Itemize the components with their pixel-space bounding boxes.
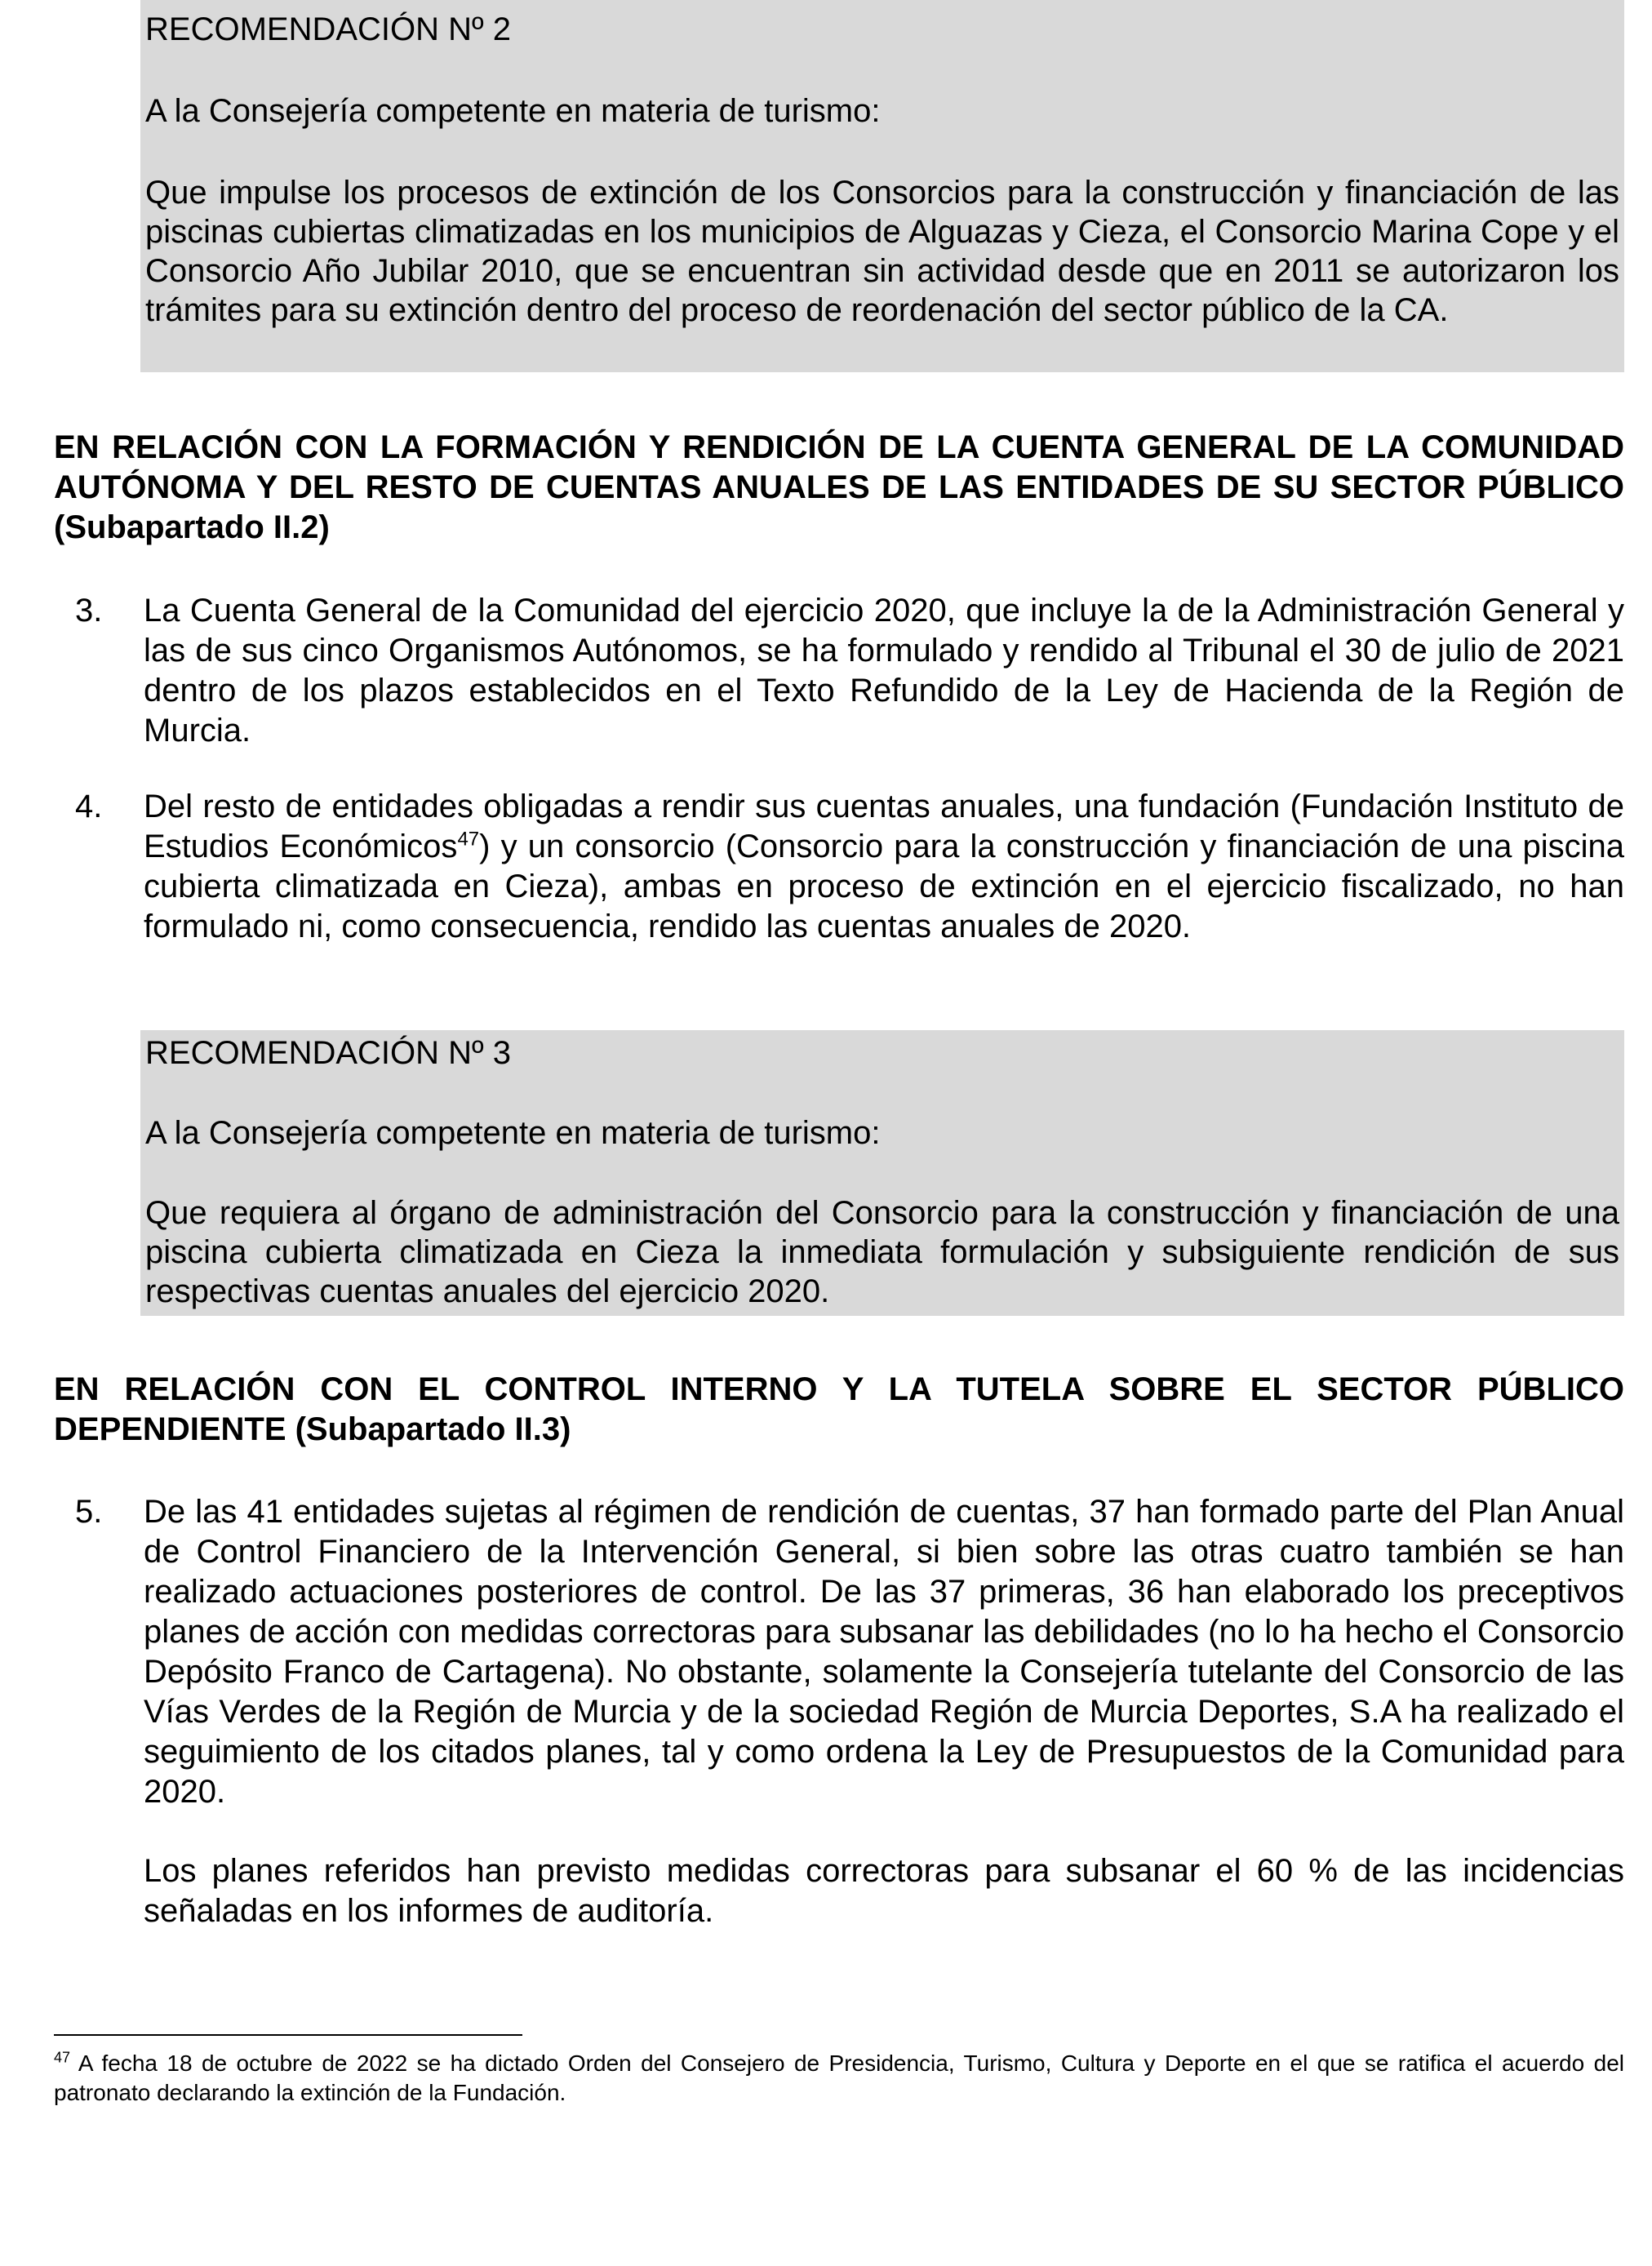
list-item-text xyxy=(144,787,1624,947)
list-item-number: 4. xyxy=(75,789,103,824)
list-item-number: 3. xyxy=(75,593,103,629)
list-item-4 xyxy=(54,787,1624,947)
footnote-divider xyxy=(54,2034,522,2036)
body-paragraph: Los planes referidos han previsto medidas correctoras para subsanar el 60 % de las incidencias señaladas en los informes de auditoría. xyxy=(144,1853,1624,1929)
list-item-text: La Cuenta General de la Comunidad del ejercicio 2020, que incluye la de la Administración General y las de sus cinco Organismos Autónomos, se ha formulado y rendido al Tribunal el 30 de julio de 2021 dentro de los plazos establecidos en el Texto Refundido de la Ley de Hacienda de la Región de Murcia. xyxy=(144,593,1624,749)
recommendation-2-body: Que impulse los procesos de extinción de los Consorcios para la construcción y financiación de las piscinas cubiertas climatizadas en los municipios de Alguazas y Cieza, el Consorcio Marina Cope y el Consorcio Año Jubilar 2010, que se encuentran sin actividad desde que en 2011 se autorizaron los trámites para su extinción dentro del proceso de reordenación del sector público de la CA. xyxy=(145,175,1619,328)
list-item-3 xyxy=(54,591,1624,751)
recommendation-2-title: RECOMENDACIÓN Nº 2 xyxy=(145,11,511,47)
recommendation-3-box xyxy=(140,1030,1624,1316)
list-item-number: 5. xyxy=(75,1494,103,1530)
recommendation-3-addressee: A la Consejería competente en materia de turismo: xyxy=(145,1115,881,1151)
list-item-text: De las 41 entidades sujetas al régimen de rendición de cuentas, 37 han formado parte del Plan Anual de Control Financiero de la Intervención General, si bien sobre las otras cuatro también se han realizado actuaciones posteriores de control. De las 37 primeras, 36 han elaborado los preceptivos planes de acción con medidas correctoras para subsanar las debilidades (no lo ha hecho el Consorcio Depósito Franco de Cartagena). No obstante, solamente la Consejería tutelante del Consorcio de las Vías Verdes de la Región de Murcia y de la sociedad Región de Murcia Deportes, S.A ha realizado el seguimiento de los citados planes, tal y como ordena la Ley de Presupuestos de la Comunidad para 2020. xyxy=(144,1494,1624,1810)
list-item-text-part-2: ) y un consorcio (Consorcio para la construcción y financiación de una piscina cubierta climatizada en Cieza), ambas en proceso de extinción en el ejercicio fiscalizado, no han formulado ni, como consecuencia, rendido las cuentas anuales de 2020. xyxy=(144,829,1624,944)
recommendation-2-box xyxy=(140,0,1624,372)
footnote-number: 47 xyxy=(54,2049,71,2066)
recommendation-3-title: RECOMENDACIÓN Nº 3 xyxy=(145,1035,511,1071)
list-item-text-part-1: Del resto de entidades obligadas a rendir sus cuentas anuales, una fundación (Fundación Instituto de Estudios Económicos xyxy=(144,789,1624,864)
footnote-text: A fecha 18 de octubre de 2022 se ha dictado Orden del Consejero de Presidencia, Turismo, Cultura y Deporte en el que se ratifica el acuerdo del patronato declarando la extinción de la Fundación. xyxy=(54,2051,1624,2105)
section-heading-cuenta-general: EN RELACIÓN CON LA FORMACIÓN Y RENDICIÓN DE LA CUENTA GENERAL DE LA COMUNIDAD AUTÓNOMA Y DEL RESTO DE CUENTAS ANUALES DE LAS ENTIDADES DE SU SECTOR PÚBLICO (Subapartado II.2) xyxy=(54,429,1624,545)
recommendation-2-addressee: A la Consejería competente en materia de turismo: xyxy=(145,93,881,129)
footnote-reference[interactable]: 47 xyxy=(457,828,480,851)
section-heading-control-interno: EN RELACIÓN CON EL CONTROL INTERNO Y LA TUTELA SOBRE EL SECTOR PÚBLICO DEPENDIENTE (Subapartado II.3) xyxy=(54,1371,1624,1447)
recommendation-3-body: Que requiera al órgano de administración del Consorcio para la construcción y financiación de una piscina cubierta climatizada en Cieza la inmediata formulación y subsiguiente rendición de sus respectivas cuentas anuales del ejercicio 2020. xyxy=(145,1195,1619,1309)
footnote-47 xyxy=(54,2049,1624,2108)
list-item-5 xyxy=(54,1492,1624,1812)
